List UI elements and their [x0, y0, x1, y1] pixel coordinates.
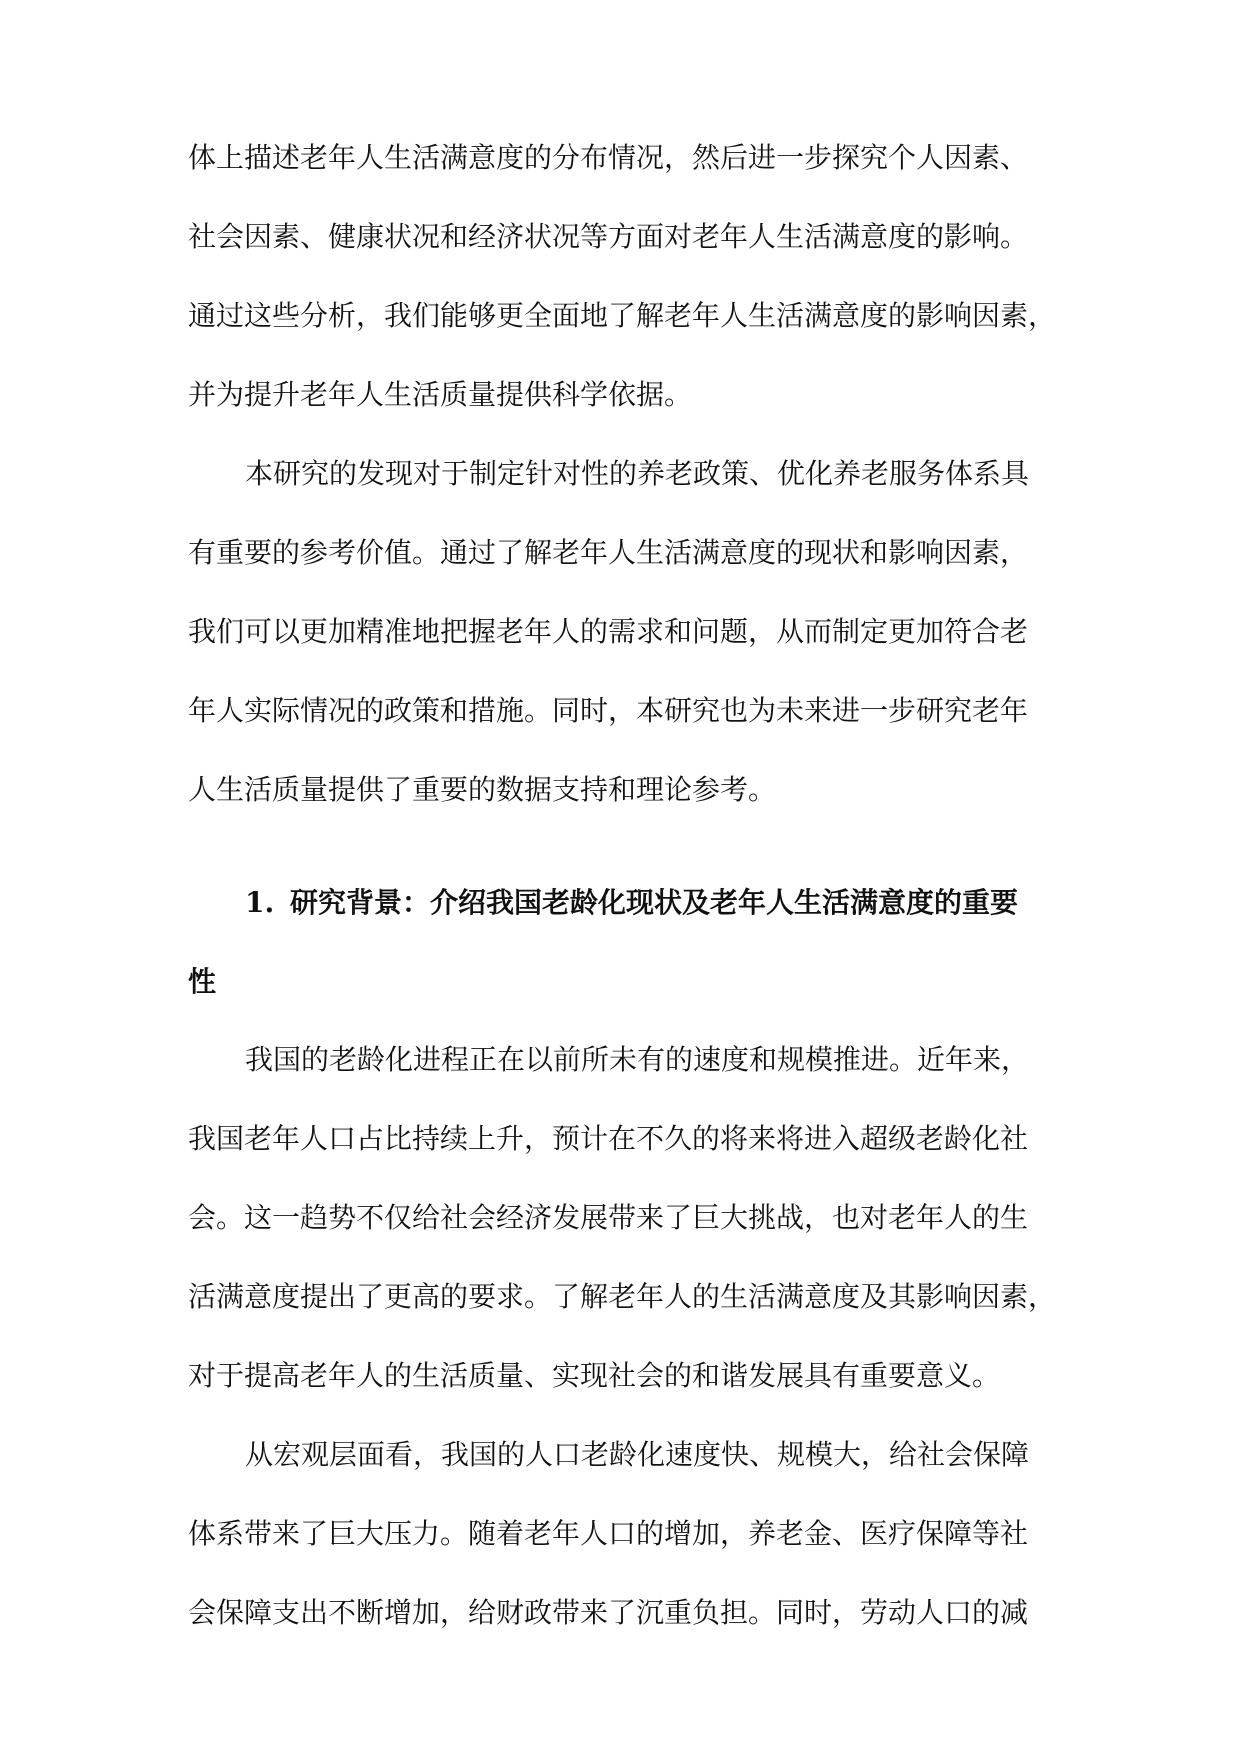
text-line: 并为提升老年人生活质量提供科学依据。 — [188, 378, 693, 411]
section-heading — [245, 883, 1018, 923]
text-line: 我国老年人口占比持续上升，预计在不久的将来将进入超级老龄化社 — [188, 1122, 1029, 1155]
text-line: 体系带来了巨大压力。随着老年人口的增加，养老金、医疗保障等社 — [188, 1517, 1029, 1550]
section-heading-continuation: 性 — [188, 965, 217, 998]
text-line: 体上描述老年人生活满意度的分布情况，然后进一步探究个人因素、 — [188, 141, 1029, 174]
text-line: 会。这一趋势不仅给社会经济发展带来了巨大挑战，也对老年人的生 — [188, 1201, 1029, 1234]
text-line: 我国的老龄化进程正在以前所未有的速度和规模推进。近年来， — [245, 1043, 1030, 1076]
text-line: 有重要的参考价值。通过了解老年人生活满意度的现状和影响因素， — [188, 536, 1029, 569]
section-title: 研究背景：介绍我国老龄化现状及老年人生活满意度的重要 — [290, 886, 1019, 919]
section-number: 1. — [245, 886, 275, 919]
text-line: 会保障支出不断增加，给财政带来了沉重负担。同时，劳动人口的减 — [188, 1596, 1029, 1629]
text-line: 社会因素、健康状况和经济状况等方面对老年人生活满意度的影响。 — [188, 220, 1029, 253]
text-line: 本研究的发现对于制定针对性的养老政策、优化养老服务体系具 — [245, 457, 1030, 490]
text-line: 年人实际情况的政策和措施。同时，本研究也为未来进一步研究老年 — [188, 694, 1029, 727]
text-line: 人生活质量提供了重要的数据支持和理论参考。 — [188, 773, 777, 806]
text-line: 活满意度提出了更高的要求。了解老年人的生活满意度及其影响因素， — [188, 1280, 1057, 1313]
text-line: 从宏观层面看，我国的人口老龄化速度快、规模大，给社会保障 — [245, 1438, 1030, 1471]
text-line: 我们可以更加精准地把握老年人的需求和问题，从而制定更加符合老 — [188, 615, 1029, 648]
text-line: 通过这些分析，我们能够更全面地了解老年人生活满意度的影响因素， — [188, 299, 1057, 332]
text-line: 对于提高老年人的生活质量、实现社会的和谐发展具有重要意义。 — [188, 1359, 1001, 1392]
